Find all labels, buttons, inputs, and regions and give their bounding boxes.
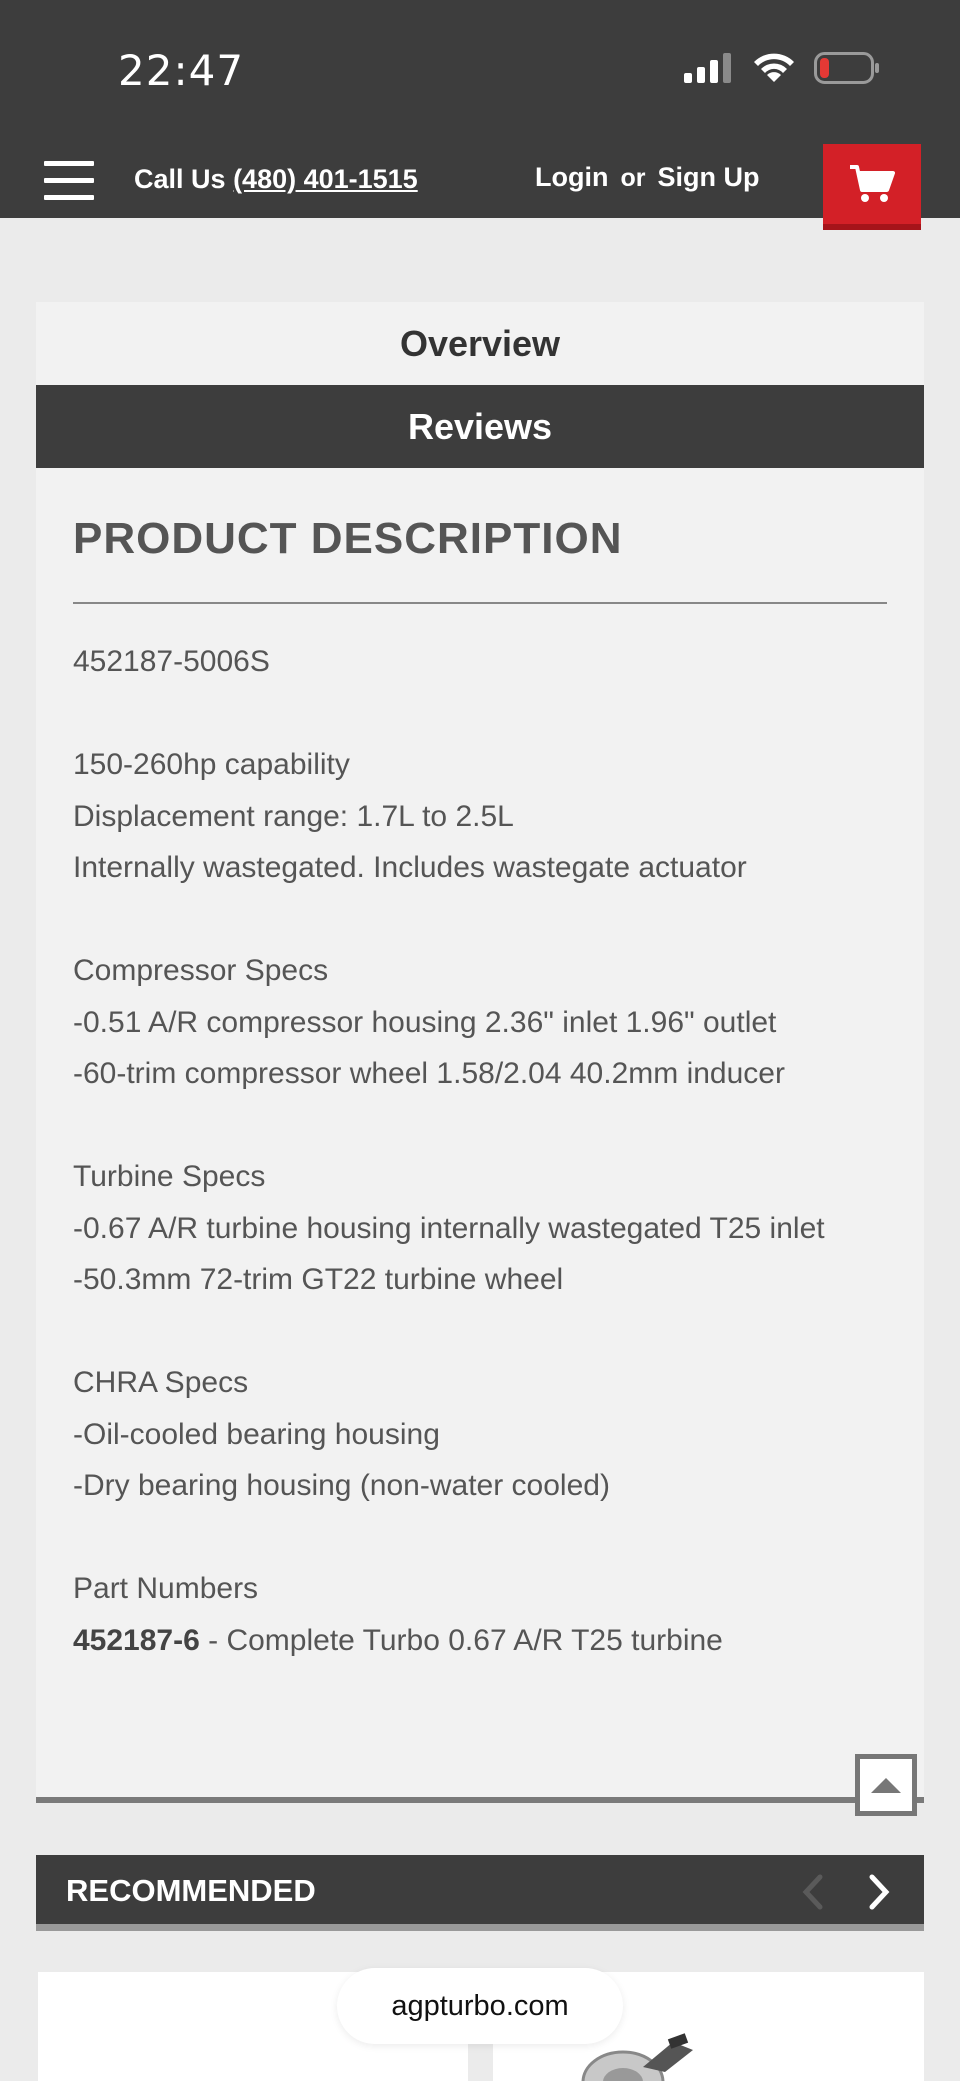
chra-spec-1: -Oil-cooled bearing housing xyxy=(73,1417,440,1451)
chevron-right-icon[interactable] xyxy=(858,1871,898,1913)
chra-spec-2: -Dry bearing housing (non-water cooled) xyxy=(73,1469,610,1502)
login-link[interactable]: Login xyxy=(535,162,609,192)
turbine-spec-2: -50.3mm 72-trim GT22 turbine wheel xyxy=(73,1263,564,1296)
tab-overview[interactable]: Overview xyxy=(36,302,924,385)
caret-up-icon xyxy=(869,1775,903,1795)
title-divider xyxy=(73,602,887,604)
compressor-spec-1: -0.51 A/R compressor housing 2.36" inlet 1.96" outlet xyxy=(73,1005,777,1039)
part-number-line xyxy=(73,1615,903,1667)
auth-links xyxy=(535,162,759,193)
part-code: 452187-5006S xyxy=(73,645,270,678)
recommended-title: RECOMMENDED xyxy=(66,1873,316,1908)
cellular-signal-icon xyxy=(684,53,734,83)
hamburger-menu-icon[interactable] xyxy=(44,161,94,201)
chevron-left-icon[interactable] xyxy=(794,1871,834,1913)
turbine-heading: Turbine Specs xyxy=(73,1160,266,1193)
product-description-body xyxy=(73,636,903,1666)
phone-link[interactable]: (480) 401-1515 xyxy=(233,164,418,194)
product-description-title: PRODUCT DESCRIPTION xyxy=(73,514,623,563)
shopping-cart-icon xyxy=(849,164,895,204)
turbine-spec-1: -0.67 A/R turbine housing internally wastegated T25 inlet xyxy=(73,1211,825,1245)
displacement: Displacement range: 1.7L to 2.5L xyxy=(73,799,514,833)
call-us xyxy=(134,164,418,195)
product-card xyxy=(36,302,924,1802)
status-bar xyxy=(0,0,960,140)
wifi-icon xyxy=(752,52,796,84)
chra-heading: CHRA Specs xyxy=(73,1366,249,1399)
cart-button[interactable] xyxy=(823,144,921,230)
signup-link[interactable]: Sign Up xyxy=(657,162,760,192)
parts-heading: Part Numbers xyxy=(73,1572,259,1605)
recommended-bar xyxy=(36,1855,924,1931)
auth-or: or xyxy=(620,164,646,192)
battery-low-icon xyxy=(814,52,880,84)
browser-url-bar[interactable]: agpturbo.com xyxy=(337,1968,623,2044)
capability: 150-260hp capability xyxy=(73,748,350,781)
status-icons xyxy=(684,52,880,84)
compressor-spec-2: -60-trim compressor wheel 1.58/2.04 40.2mm inducer xyxy=(73,1057,785,1090)
part-number: 452187-6 xyxy=(73,1623,200,1657)
scroll-to-top-button[interactable] xyxy=(855,1754,917,1816)
call-us-label: Call Us xyxy=(134,164,226,194)
wastegate: Internally wastegated. Includes wastegate actuator xyxy=(73,851,747,884)
compressor-heading: Compressor Specs xyxy=(73,954,329,987)
status-time: 22:47 xyxy=(118,46,245,95)
part-number-desc: - Complete Turbo 0.67 A/R T25 turbine xyxy=(199,1623,723,1657)
card-bottom-border xyxy=(36,1797,924,1803)
tab-reviews[interactable]: Reviews xyxy=(36,385,924,468)
site-header xyxy=(0,140,960,218)
